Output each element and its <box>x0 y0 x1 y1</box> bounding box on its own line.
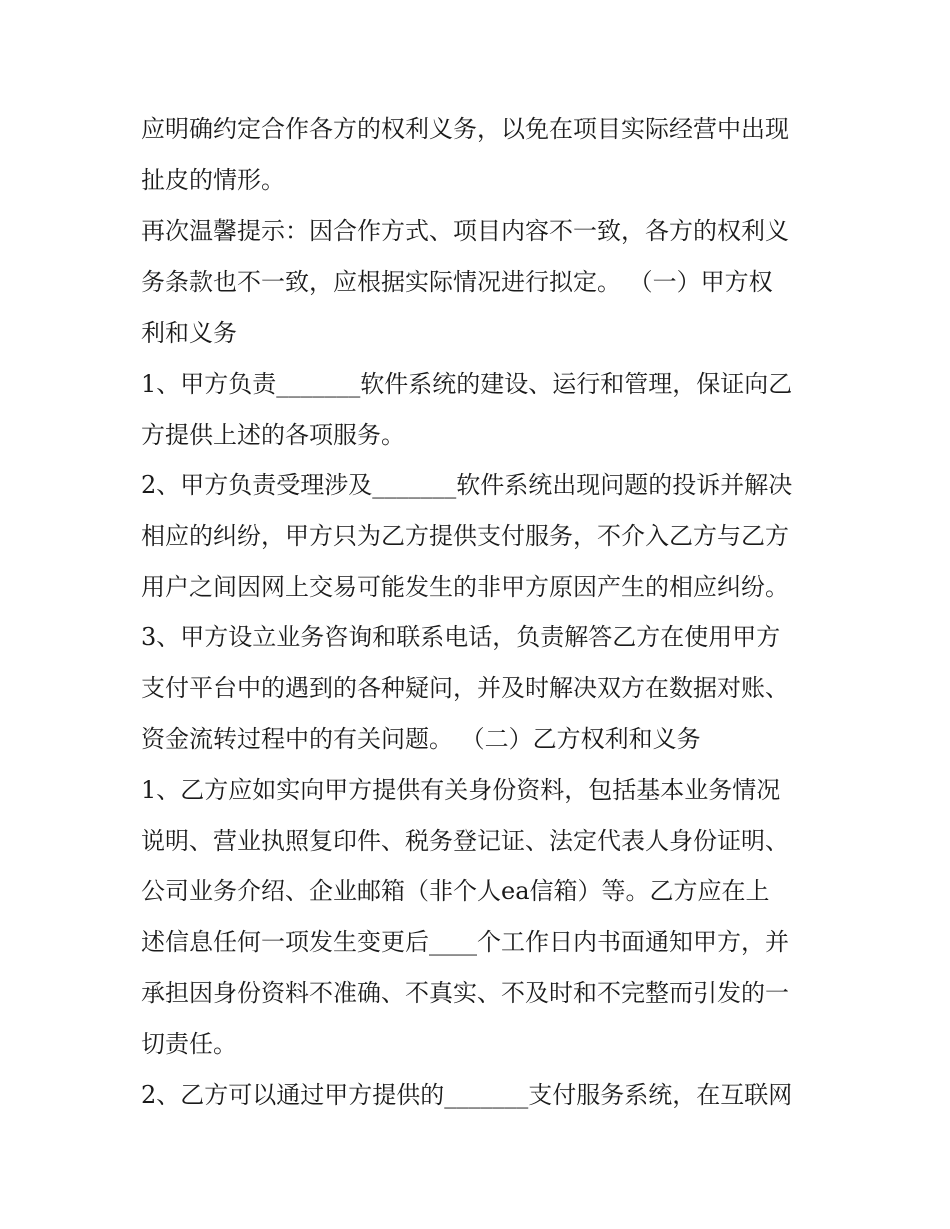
text-line: 相应的纠纷，甲方只为乙方提供支付服务，不介入乙方与乙方 <box>141 522 789 550</box>
text-line: 利和义务 <box>141 319 237 347</box>
text-line: 再次温馨提示：因合作方式、项目内容不一致，各方的权利义 <box>141 217 789 245</box>
text-line: 承担因身份资料不准确、不真实、不及时和不完整而引发的一 <box>141 979 789 1007</box>
text-line: 1、甲方负责_______软件系统的建设、运行和管理，保证向乙 <box>141 370 793 398</box>
text-line: 支付平台中的遇到的各种疑问，并及时解决双方在数据对账、 <box>141 674 789 702</box>
text-line: 2、乙方可以通过甲方提供的_______支付服务系统，在互联网 <box>141 1081 793 1109</box>
text-line: 方提供上述的各项服务。 <box>141 421 405 449</box>
text-line: 切责任。 <box>141 1030 237 1058</box>
text-line: 扯皮的情形。 <box>141 166 285 194</box>
text-line: 公司业务介绍、企业邮箱（非个人ea信箱）等。乙方应在上 <box>141 877 770 905</box>
text-line: 资金流转过程中的有关问题。 （二）乙方权利和义务 <box>141 725 701 753</box>
text-line: 用户之间因网上交易可能发生的非甲方原因产生的相应纠纷。 <box>141 573 789 601</box>
text-line: 述信息任何一项发生变更后____个工作日内书面通知甲方，并 <box>141 928 789 956</box>
text-line: 1、乙方应如实向甲方提供有关身份资料，包括基本业务情况 <box>141 776 781 804</box>
text-line: 3、甲方设立业务咨询和联系电话，负责解答乙方在使用甲方 <box>141 623 781 651</box>
text-line: 应明确约定合作各方的权利义务，以免在项目实际经营中出现 <box>141 115 789 143</box>
text-line: 说明、营业执照复印件、税务登记证、法定代表人身份证明、 <box>141 827 789 855</box>
text-line: 2、甲方负责受理涉及_______软件系统出现问题的投诉并解决 <box>141 471 793 499</box>
text-line: 务条款也不一致，应根据实际情况进行拟定。 （一）甲方权 <box>141 268 773 296</box>
